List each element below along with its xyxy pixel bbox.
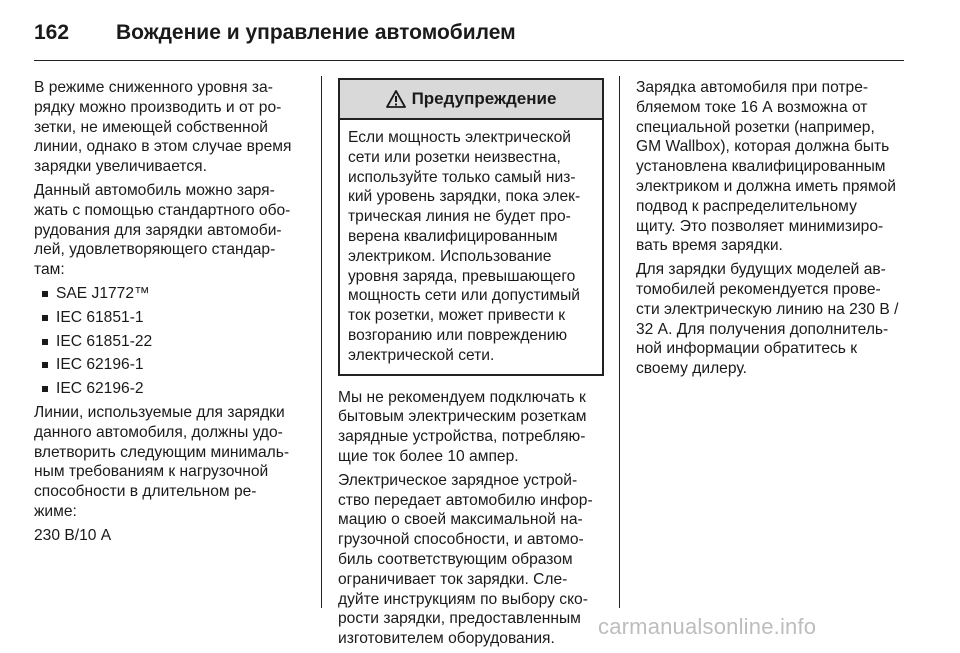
page-title: Вождение и управление автомобилем <box>116 21 516 44</box>
watermark: carmanualsonline.info <box>598 614 817 639</box>
column-right <box>636 78 906 383</box>
column-divider-1 <box>321 76 322 608</box>
warning-box <box>338 78 604 376</box>
list-item: IEC 61851-1 <box>34 308 306 328</box>
paragraph-reduced-charging: В режиме сниженного уровня за- рядку можно производить и от ро- зетки, не имеющей собственной линии, однако в этом случае время зарядки увеличивается. <box>34 79 292 176</box>
column-left <box>34 78 306 550</box>
column-middle <box>338 78 604 653</box>
paragraph-standard-equipment: Данный автомобиль можно заря- жать с помощью стандартного обо- рудования для зарядки автомоби- лей, удовлетворяющего стандар- там: <box>34 181 291 279</box>
standards-list <box>34 284 306 399</box>
paragraph-line-requirements: Линии, используемые для зарядки данного автомобиля, должны удо- влетворить следующим минималь- ным требованиям к нагрузочной способности в длительном ре- жиме: <box>34 403 290 520</box>
page-header <box>34 14 914 52</box>
paragraph-household-sockets: Мы не рекомендуем подключать к бытовым электрическим розеткам зарядные устройства, потребляю- щие ток более 10 ампер. <box>338 388 587 465</box>
paragraph-voltage-current: 230 В/10 А <box>34 526 112 544</box>
page-number: 162 <box>34 21 70 44</box>
paragraph-charger-communication: Электрическое зарядное устрой- ство передает автомобилю инфор- мацию о своей максимальной на- грузочной способности, и автомо- биль соответствующим образом ограничивает ток зарядки. Сле- дуйте инструкциям по выбору ско- рости зарядки, предоставленным изготовителем оборудования. <box>338 471 593 648</box>
list-item: IEC 62196-1 <box>34 355 306 375</box>
list-item: IEC 62196-2 <box>34 379 306 399</box>
warning-title: Предупреждение <box>411 89 557 109</box>
paragraph-future-models: Для зарядки будущих моделей ав- томобилей рекомендуется прове- сти электрическую линию на 230 В / 32 А. Для получения дополнитель- ной информации обратитесь к своему дилеру. <box>636 261 899 378</box>
header-rule <box>34 60 904 61</box>
paragraph-16a-charging: Зарядка автомобиля при потре- бляемом токе 16 А возможна от специальной розетки (например, GM Wallbox), которая должна быть установлена квалифицированным электриком и должна иметь прямой подвод к распределительному щиту. Это позволяет минимизиро- вать время зарядки. <box>636 79 896 255</box>
column-divider-2 <box>619 76 620 608</box>
warning-text: Если мощность электрической сети или розетки неизвестна, используйте только самый низ- кий уровень зарядки, пока элек- трическая линия не будет про- верена квалифицированным электриком. Использование уровня заряда, превышающего мощность сети или допустимый ток розетки, может привести к возгоранию или повреждению электрической сети. <box>348 129 581 364</box>
warning-triangle-icon <box>386 90 406 108</box>
list-item: SAE J1772™ <box>34 284 306 304</box>
list-item: IEC 61851-22 <box>34 332 306 352</box>
warning-header <box>340 80 602 120</box>
